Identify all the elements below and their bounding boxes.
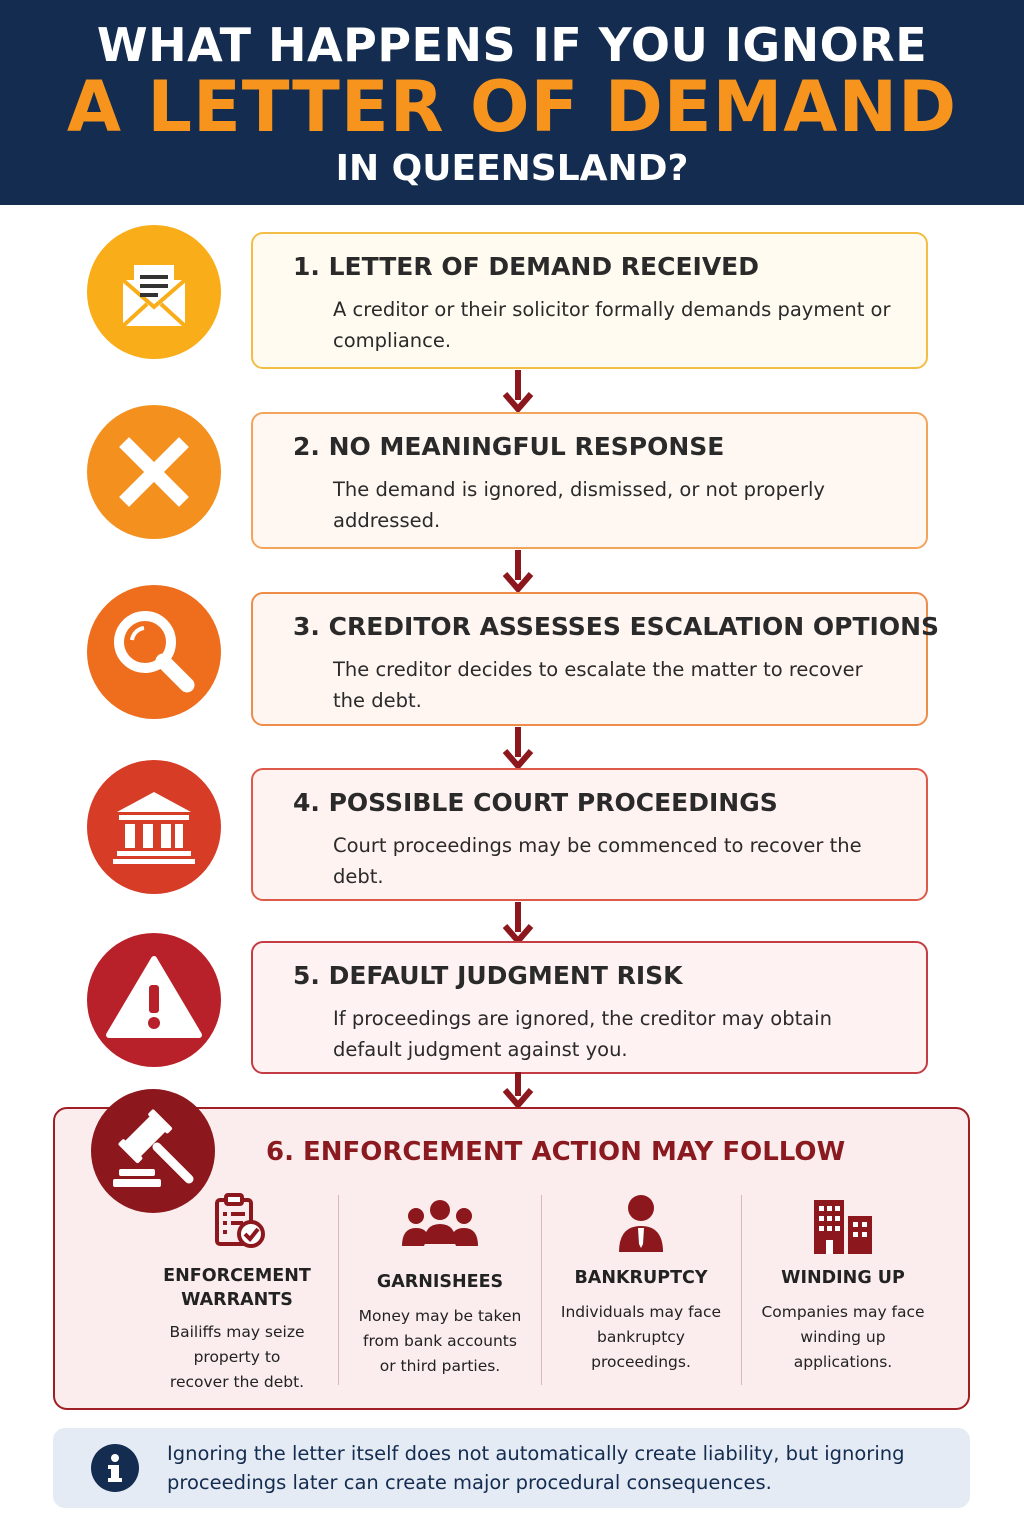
header-line-2: A LETTER OF DEMAND	[66, 66, 958, 148]
enforcement-warrants-title: ENFORCEMENT WARRANTS	[163, 1266, 311, 1310]
step-4-title: 4. POSSIBLE COURT PROCEEDINGS	[293, 788, 778, 817]
info-text: Ignoring the letter itself does not automatically create liability, but ignoring proceedings later can create major procedural consequences.	[167, 1442, 905, 1494]
bankruptcy-desc: Individuals may face bankruptcy proceedings.	[560, 1303, 722, 1371]
step-5-desc: If proceedings are ignored, the creditor may obtain default judgment against you.	[333, 1007, 832, 1061]
bankruptcy-title: BANKRUPTCY	[574, 1268, 708, 1288]
header-line-3: IN QUEENSLAND?	[335, 148, 689, 189]
enforcement-warrants-desc: Bailiffs may seize property to recover the debt.	[169, 1323, 305, 1391]
step-1-card	[251, 232, 928, 369]
step-2-title: 2. NO MEANINGFUL RESPONSE	[293, 432, 725, 461]
step-2-card	[251, 412, 928, 549]
step-5-title: 5. DEFAULT JUDGMENT RISK	[293, 961, 683, 990]
person-icon	[611, 1192, 671, 1256]
buildings-icon	[808, 1192, 878, 1256]
x-mark-icon	[87, 405, 221, 539]
garnishees-desc: Money may be taken from bank accounts or third parties.	[358, 1307, 522, 1375]
winding-up-title: WINDING UP	[781, 1268, 905, 1288]
courthouse-icon	[87, 760, 221, 894]
envelope-icon	[87, 225, 221, 359]
group-icon	[400, 1196, 480, 1256]
step-5-card	[251, 941, 928, 1074]
arrow-down-icon	[502, 550, 534, 594]
magnifier-icon	[87, 585, 221, 719]
arrow-down-icon	[502, 902, 534, 946]
gavel-icon	[91, 1089, 215, 1213]
arrow-down-icon	[502, 370, 534, 414]
step-1-desc: A creditor or their solicitor formally demands payment or compliance.	[333, 298, 891, 352]
step-4-desc: Court proceedings may be commenced to recover the debt.	[333, 834, 862, 888]
step-3-card	[251, 592, 940, 726]
header-banner	[0, 0, 1024, 205]
step-3-desc: The creditor decides to escalate the matter to recover the debt.	[333, 658, 863, 712]
garnishees-title: GARNISHEES	[376, 1272, 504, 1292]
step-4-card	[251, 768, 928, 901]
info-note	[53, 1428, 970, 1508]
step-2-desc: The demand is ignored, dismissed, or not properly addressed.	[333, 478, 825, 532]
enforcement-title: 6. ENFORCEMENT ACTION MAY FOLLOW	[266, 1137, 846, 1167]
column-divider	[741, 1195, 742, 1385]
column-divider	[338, 1195, 339, 1385]
header-line-1: WHAT HAPPENS IF YOU IGNORE	[96, 18, 928, 72]
clipboard-check-icon	[205, 1190, 269, 1254]
step-1-title: 1. LETTER OF DEMAND RECEIVED	[293, 252, 760, 281]
arrow-down-icon	[502, 727, 534, 771]
warning-icon	[87, 933, 221, 1067]
step-3-title: 3. CREDITOR ASSESSES ESCALATION OPTIONS	[293, 612, 940, 641]
info-icon	[91, 1444, 139, 1492]
winding-up-desc: Companies may face winding up applications.	[761, 1303, 925, 1371]
